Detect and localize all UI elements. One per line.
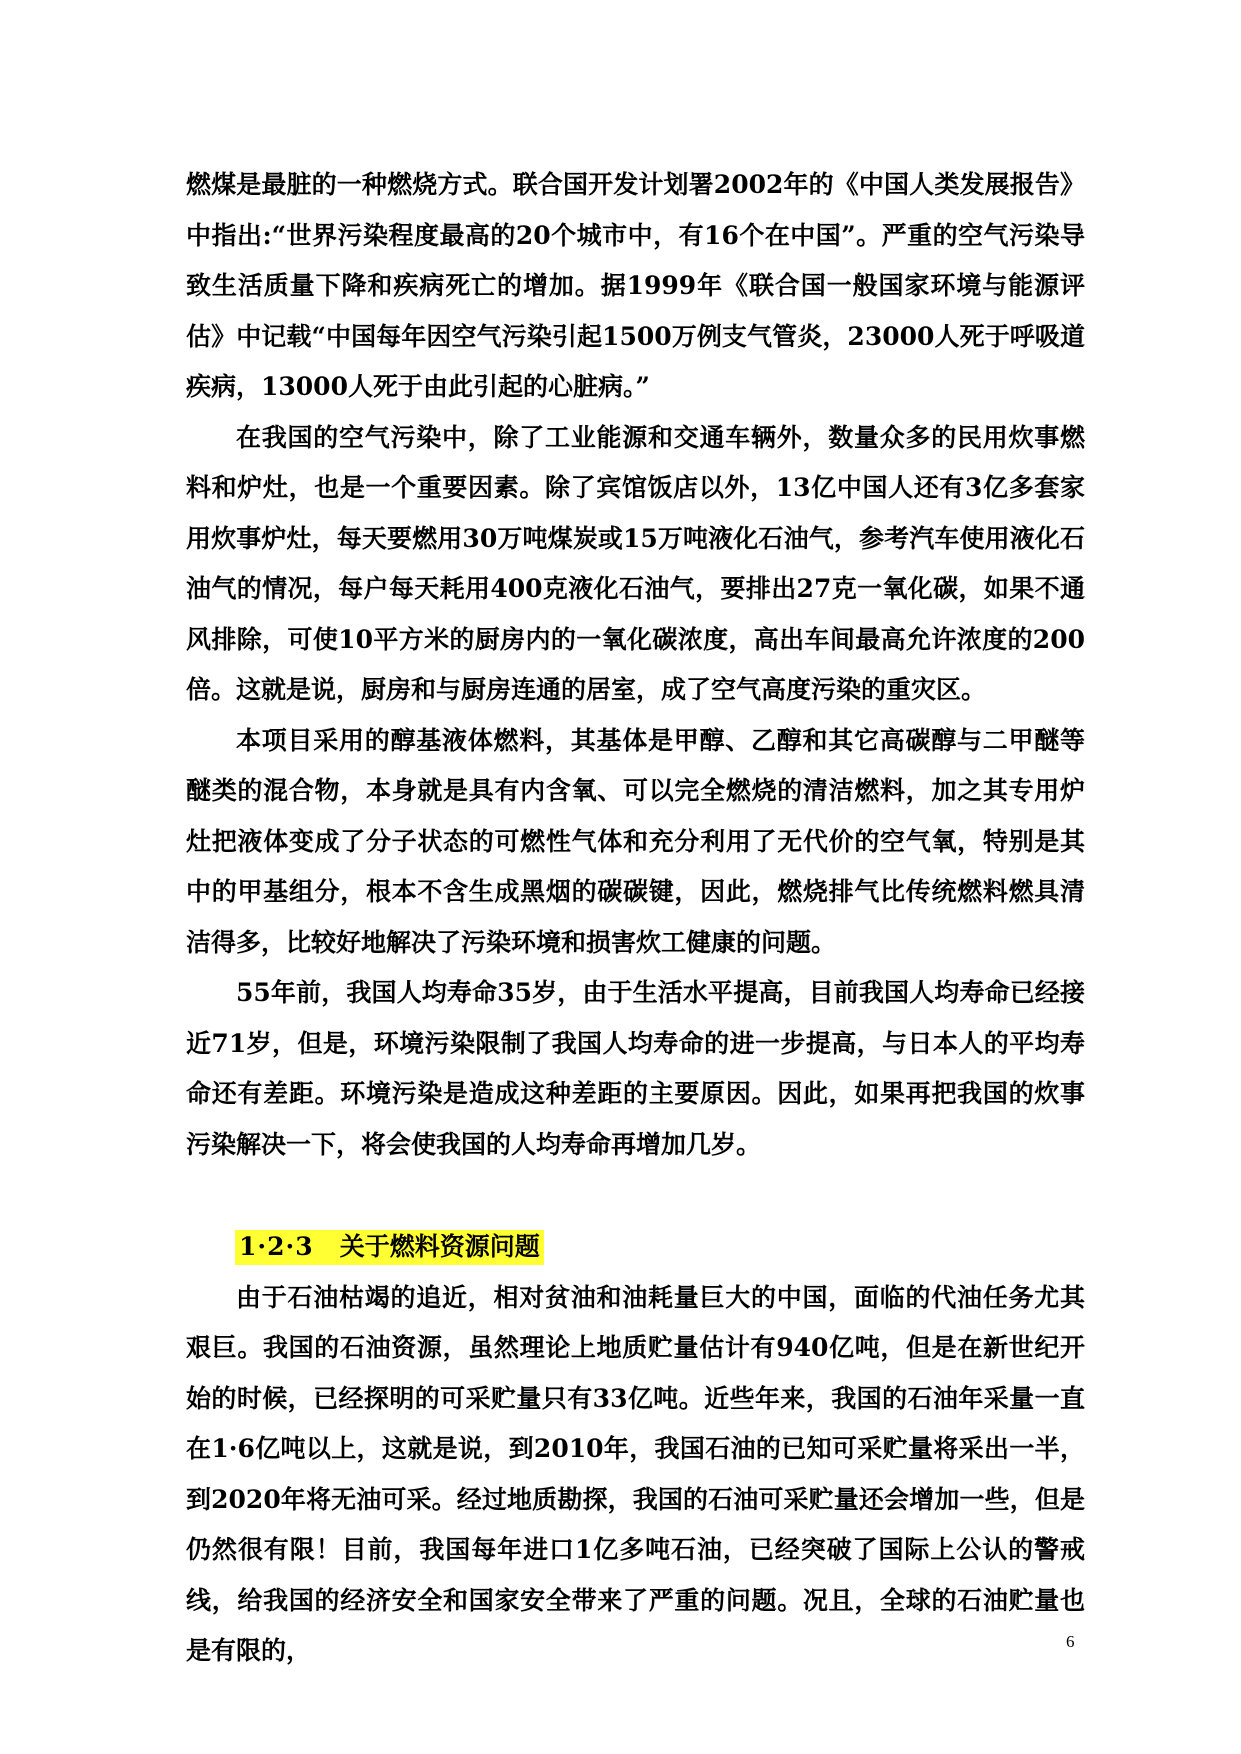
paragraph-air-pollution-coal: 燃煤是最脏的一种燃烧方式。联合国开发计划署2002年的《中国人类发展报告》中指出:“世界污染程度最高的20个城市中，有16个在中国”。严重的空气污染导致生活质量下降和疾病死亡的增加。据1999年《联合国一般国家环境与能源评估》中记载“中国每年因空气污染引起1500万例支气管炎，23000人死于呼吸道疾病，13000人死于由此引起的心脏病。” bbox=[186, 170, 1085, 401]
section-number: 1·2·3 bbox=[239, 1232, 314, 1261]
section-title: 关于燃料资源问题 bbox=[339, 1232, 540, 1261]
section-spacer bbox=[186, 1170, 1085, 1222]
page-number: 6 bbox=[1066, 1632, 1075, 1651]
section-heading-highlight bbox=[235, 1230, 544, 1265]
paragraph-life-expectancy: 55年前，我国人均寿命35岁，由于生活水平提高，目前我国人均寿命已经接近71岁，但是，环境污染限制了我国人均寿命的进一步提高，与日本人的平均寿命还有差距。环境污染是造成这种差距的主要原因。因此，如果再把我国的炊事污染解决一下，将会使我国的人均寿命再增加几岁。 bbox=[186, 978, 1085, 1159]
paragraph-household-cooking-pollution: 在我国的空气污染中，除了工业能源和交通车辆外，数量众多的民用炊事燃料和炉灶，也是一个重要因素。除了宾馆饭店以外，13亿中国人还有3亿多套家用炊事炉灶，每天要燃用30万吨煤炭或15万吨液化石油气，参考汽车使用液化石油气的情况，每户每天耗用400克液化石油气，要排出27克一氧化碳，如果不通风排除，可使10平方米的厨房内的一氧化碳浓度，高出车间最高允许浓度的200倍。这就是说，厨房和与厨房连通的居室，成了空气高度污染的重灾区。 bbox=[186, 422, 1085, 704]
section-heading bbox=[186, 1222, 1085, 1273]
page-body bbox=[186, 160, 1085, 1677]
paragraph-alcohol-fuel-project: 本项目采用的醇基液体燃料，其基体是甲醇、乙醇和其它高碳醇与二甲醚等醚类的混合物，本身就是具有内含氧、可以完全燃烧的清洁燃料，加之其专用炉灶把液体变成了分子状态的可燃性气体和充分利用了无代价的空气氧，特别是其中的甲基组分，根本不含生成黑烟的碳碳键，因此，燃烧排气比传统燃料燃具清洁得多，比较好地解决了污染环境和损害炊工健康的问题。 bbox=[186, 725, 1085, 957]
paragraph-oil-resources: 由于石油枯竭的追近，相对贫油和油耗量巨大的中国，面临的代油任务尤其艰巨。我国的石油资源，虽然理论上地质贮量估计有940亿吨，但是在新世纪开始的时候，已经探明的可采贮量只有33亿吨。近些年来，我国的石油年采量一直在1·6亿吨以上，这就是说，到2010年，我国石油的已知可采贮量将采出一半，到2020年将无油可采。经过地质勘探，我国的石油可采贮量还会增加一些，但是仍然很有限！目前，我国每年进口1亿多吨石油，已经突破了国际上公认的警戒线，给我国的经济安全和国家安全带来了严重的问题。况且，全球的石油贮量也是有限的， bbox=[186, 1282, 1085, 1665]
